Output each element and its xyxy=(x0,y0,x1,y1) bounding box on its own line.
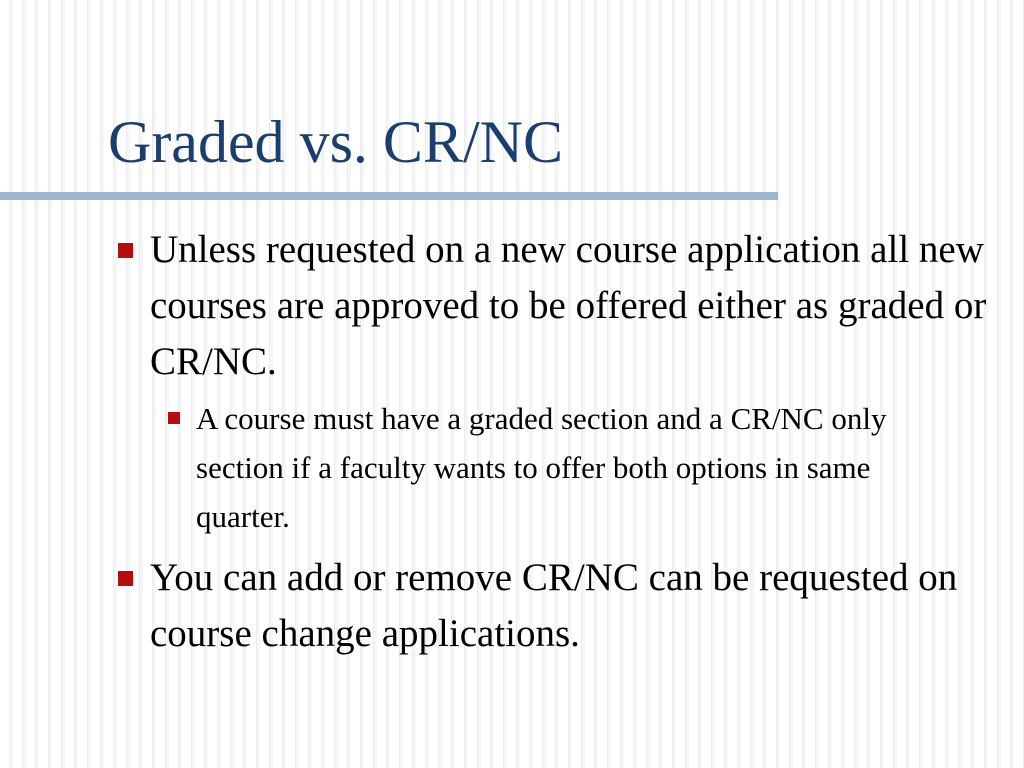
slide-title: Graded vs. CR/NC xyxy=(108,109,563,175)
square-bullet-icon xyxy=(168,412,180,424)
square-bullet-icon xyxy=(118,571,133,586)
bullet-item xyxy=(150,550,1000,662)
title-underline xyxy=(0,192,778,200)
sub-bullet-item xyxy=(196,394,956,541)
bullet-text: You can add or remove CR/NC can be requested on course change applications. xyxy=(150,556,958,655)
bullet-item xyxy=(150,222,1000,390)
square-bullet-icon xyxy=(118,243,133,258)
bullet-text: Unless requested on a new course application all new courses are approved to be offered either as graded or CR/NC. xyxy=(150,228,987,383)
sub-bullet-text: A course must have a graded section and a CR/NC only section if a faculty wants to offer both options in same quarter. xyxy=(196,401,887,534)
